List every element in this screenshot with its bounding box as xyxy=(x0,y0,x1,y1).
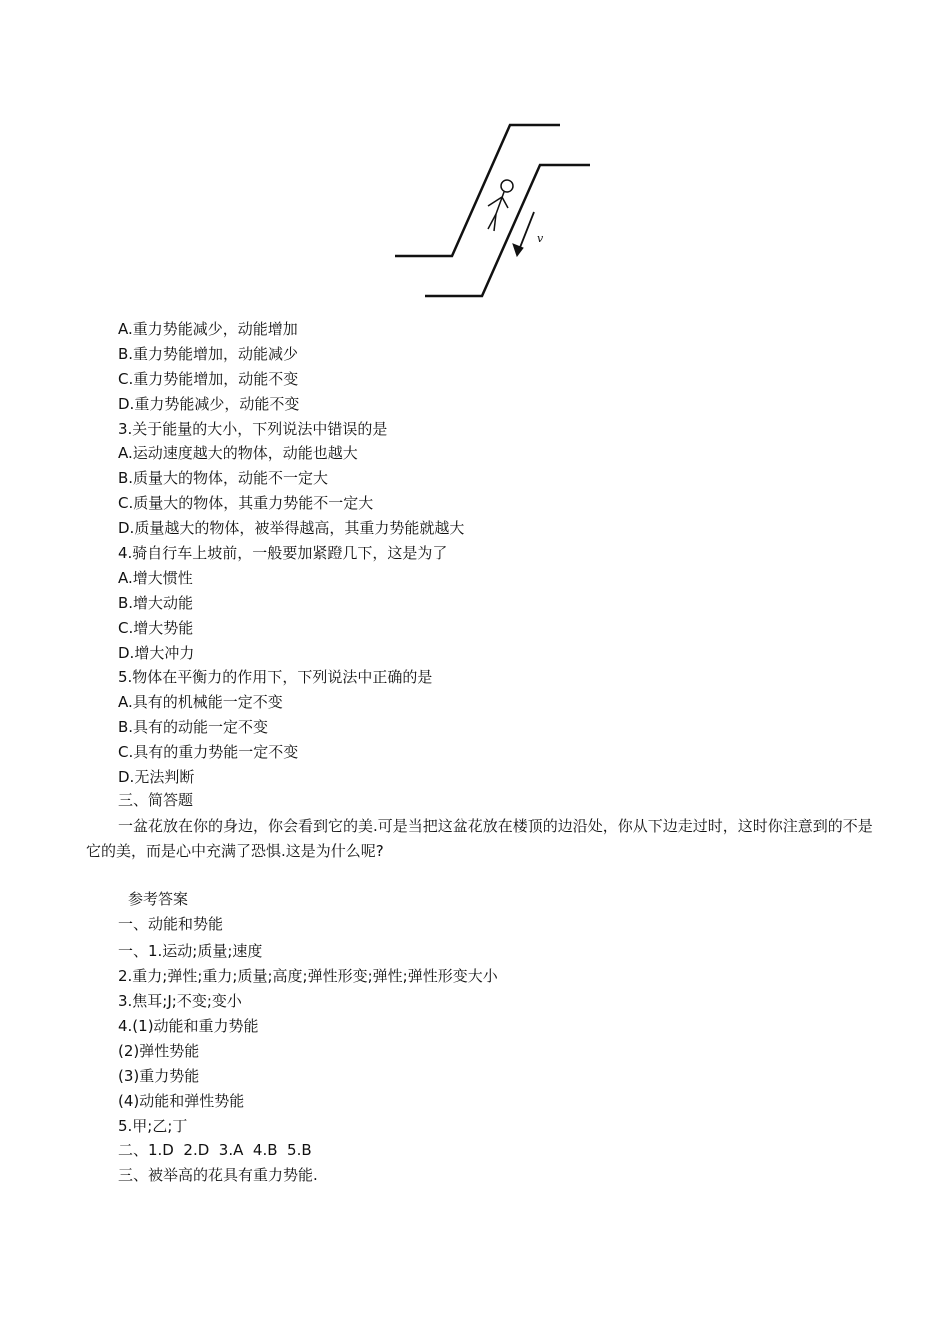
question-line: 5.物体在平衡力的作用下，下列说法中正确的是 xyxy=(118,668,433,686)
answer-line: 一、动能和势能 xyxy=(118,915,224,933)
person-icon xyxy=(488,180,513,231)
option-line: C.具有的重力势能一定不变 xyxy=(118,743,299,761)
answer-line: 4.(1)动能和重力势能 xyxy=(118,1017,259,1035)
question-line: 4.骑自行车上坡前，一般要加紧蹬几下，这是为了 xyxy=(118,544,448,562)
option-line: A.重力势能减少，动能增加 xyxy=(118,320,298,338)
answer-line: 5.甲;乙;丁 xyxy=(118,1117,188,1135)
option-line: D.质量越大的物体，被举得越高，其重力势能就越大 xyxy=(118,519,465,537)
answer-line: 一、1.运动;质量;速度 xyxy=(118,942,263,960)
escalator-rail-left xyxy=(395,125,560,256)
option-line: D.无法判断 xyxy=(118,768,195,786)
option-line: B.质量大的物体，动能不一定大 xyxy=(118,469,329,487)
answer-line: 3.焦耳;J;不变;变小 xyxy=(118,992,242,1010)
answer-line: 二、1.D 2.D 3.A 4.B 5.B xyxy=(118,1141,312,1159)
section-heading: 三、简答题 xyxy=(118,791,194,809)
option-line: B.增大动能 xyxy=(118,594,194,612)
velocity-label: v xyxy=(537,232,544,245)
option-line: D.增大冲力 xyxy=(118,644,195,662)
answer-line: (3)重力势能 xyxy=(118,1067,200,1085)
option-line: C.质量大的物体，其重力势能不一定大 xyxy=(118,494,374,512)
escalator-rail-right xyxy=(425,165,590,296)
option-line: D.重力势能减少，动能不变 xyxy=(118,395,300,413)
option-line: B.重力势能增加，动能减少 xyxy=(118,345,299,363)
escalator-diagram xyxy=(390,118,600,308)
short-answer-question: 一盆花放在你的身边，你会看到它的美.可是当把这盆花放在楼顶的边沿处，你从下边走过时，这时你注意到的不是它的美，而是心中充满了恐惧.这是为什么呢? xyxy=(86,817,873,860)
question-line: 3.关于能量的大小，下列说法中错误的是 xyxy=(118,420,388,438)
option-line: C.重力势能增加，动能不变 xyxy=(118,370,299,388)
answers-title: 参考答案 xyxy=(128,890,189,908)
answer-line: 2.重力;弹性;重力;质量;高度;弹性形变;弹性;弹性形变大小 xyxy=(118,967,498,985)
option-line: A.具有的机械能一定不变 xyxy=(118,693,283,711)
answer-line: (4)动能和弹性势能 xyxy=(118,1092,245,1110)
answer-line: (2)弹性势能 xyxy=(118,1042,200,1060)
option-line: C.增大势能 xyxy=(118,619,194,637)
answer-line: 三、被举高的花具有重力势能. xyxy=(118,1166,318,1184)
escalator-figure xyxy=(390,118,600,308)
option-line: A.增大惯性 xyxy=(118,569,193,587)
option-line: A.运动速度越大的物体，动能也越大 xyxy=(118,444,358,462)
option-line: B.具有的动能一定不变 xyxy=(118,718,269,736)
